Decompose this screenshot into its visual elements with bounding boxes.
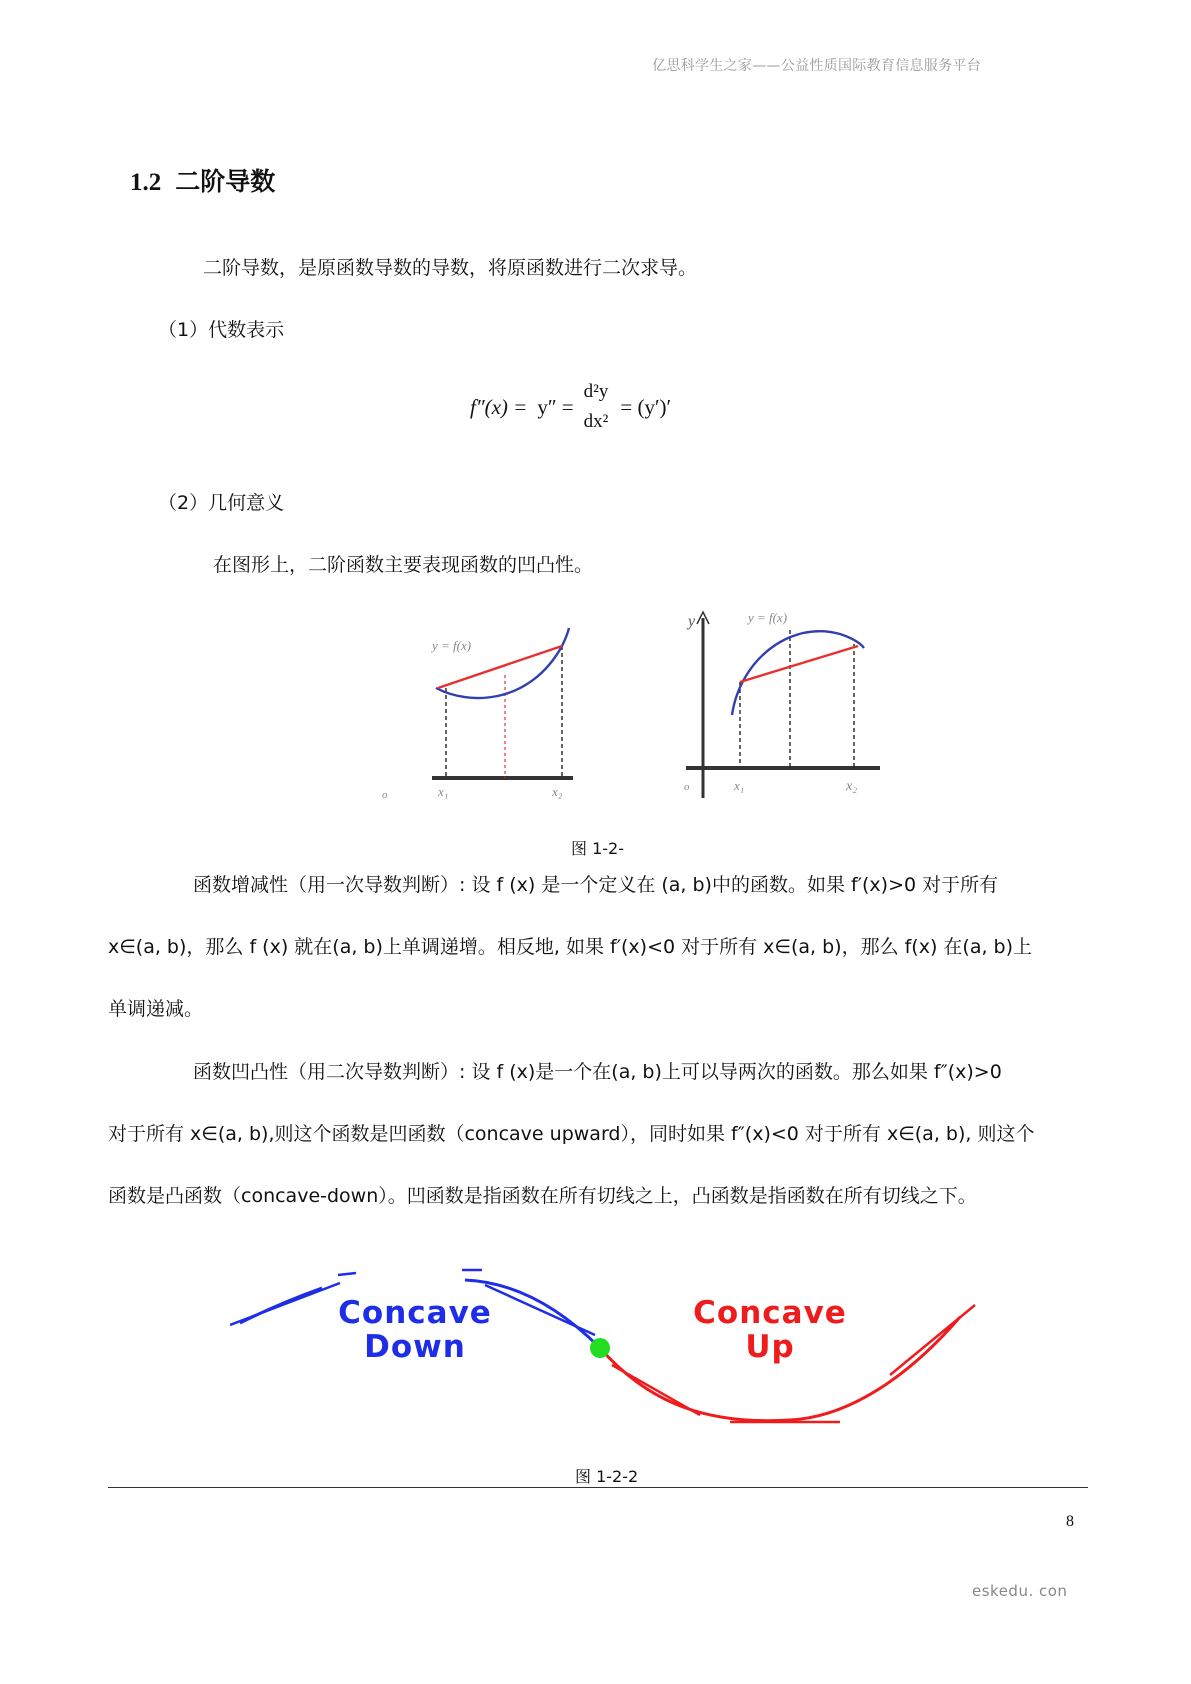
tangent-up-2 [890,1305,975,1375]
figure-secant-plots [370,600,890,815]
concave-down-label-2: Down [364,1329,466,1365]
right-x2-label: x₂ [846,779,858,794]
concave-up-label-1: Concave [693,1295,847,1331]
formula-fraction [584,378,609,436]
intro-paragraph: 二阶导数，是原函数导数的导数，将原函数进行二次求导。 [203,257,698,279]
section-title: 二阶导数 [175,167,276,196]
left-func-label: y = f(x) [432,638,472,653]
second-derivative-formula [470,378,671,436]
concave-down-label-1: Concave [338,1295,492,1331]
right-concave-curve [732,631,864,715]
concave-plot [684,610,880,798]
item-geometric-label: （2）几何意义 [158,492,285,514]
tangent-left-1 [230,1283,340,1325]
convex-plot [382,628,573,801]
section-heading [130,162,275,198]
right-y-label: y [688,613,696,630]
tangent-left-top [338,1273,356,1275]
tangent-up-1 [612,1365,700,1415]
formula-rhs: = (y′)′ [620,394,672,419]
geometric-meaning-text: 在图形上，二阶函数主要表现函数的凹凸性。 [213,554,594,576]
concavity-line-2: 对于所有 x∈(a, b),则这个函数是凹函数（concave upward），同时如果 f″(x)<0 对于所有 x∈(a, b), 则这个 [108,1123,1035,1145]
figure-concavity-curve [230,1255,990,1430]
formula-mid: y″ = [537,394,574,419]
tangent-right-1 [485,1285,595,1335]
footer-site: eskedu. con [972,1582,1068,1600]
page-number: 8 [1066,1513,1074,1530]
concavity-line-3: 函数是凸函数（concave-down）。凹函数是指函数在所有切线之上，凸函数是指函数在所有切线之下。 [108,1185,977,1207]
left-x1-label: x₁ [438,784,449,799]
figure1-caption: 图 1-2- [571,839,624,858]
header-site-line: 亿思科学生之家——公益性质国际教育信息服务平台 [652,58,981,74]
right-origin-label: o [684,781,690,793]
figure2-caption: 图 1-2-2 [575,1467,639,1486]
footer-divider [108,1487,1088,1488]
left-x2-label: x₂ [552,784,563,799]
monotonic-line-2: x∈(a, b)，那么 f (x) 就在(a, b)上单调递增。相反地, 如果 f′(x)<0 对于所有 x∈(a, b)，那么 f(x) 在(a, b)上 [108,936,1033,958]
item-algebraic-label: （1）代数表示 [158,319,285,341]
inflection-point [590,1338,610,1358]
right-func-label: y = f(x) [748,610,788,625]
concavity-line-1: 函数凹凸性（用二次导数判断）: 设 f (x)是一个在(a, b)上可以导两次的函数。那么如果 f″(x)>0 [193,1061,1002,1083]
formula-numerator: d²y [583,381,609,402]
right-x1-label: x₁ [734,778,745,793]
right-secant-line [740,646,858,682]
section-number: 1.2 [130,169,162,196]
formula-denominator: dx² [583,411,609,432]
monotonic-line-3: 单调递减。 [108,998,204,1020]
concave-up-label-2: Up [745,1329,795,1365]
left-origin-label: o [382,789,388,801]
monotonic-line-1: 函数增减性（用一次导数判断）: 设 f (x) 是一个定义在 (a, b)中的函数。如果 f′(x)>0 对于所有 [193,874,999,896]
formula-lhs: f″(x) = [470,394,528,419]
